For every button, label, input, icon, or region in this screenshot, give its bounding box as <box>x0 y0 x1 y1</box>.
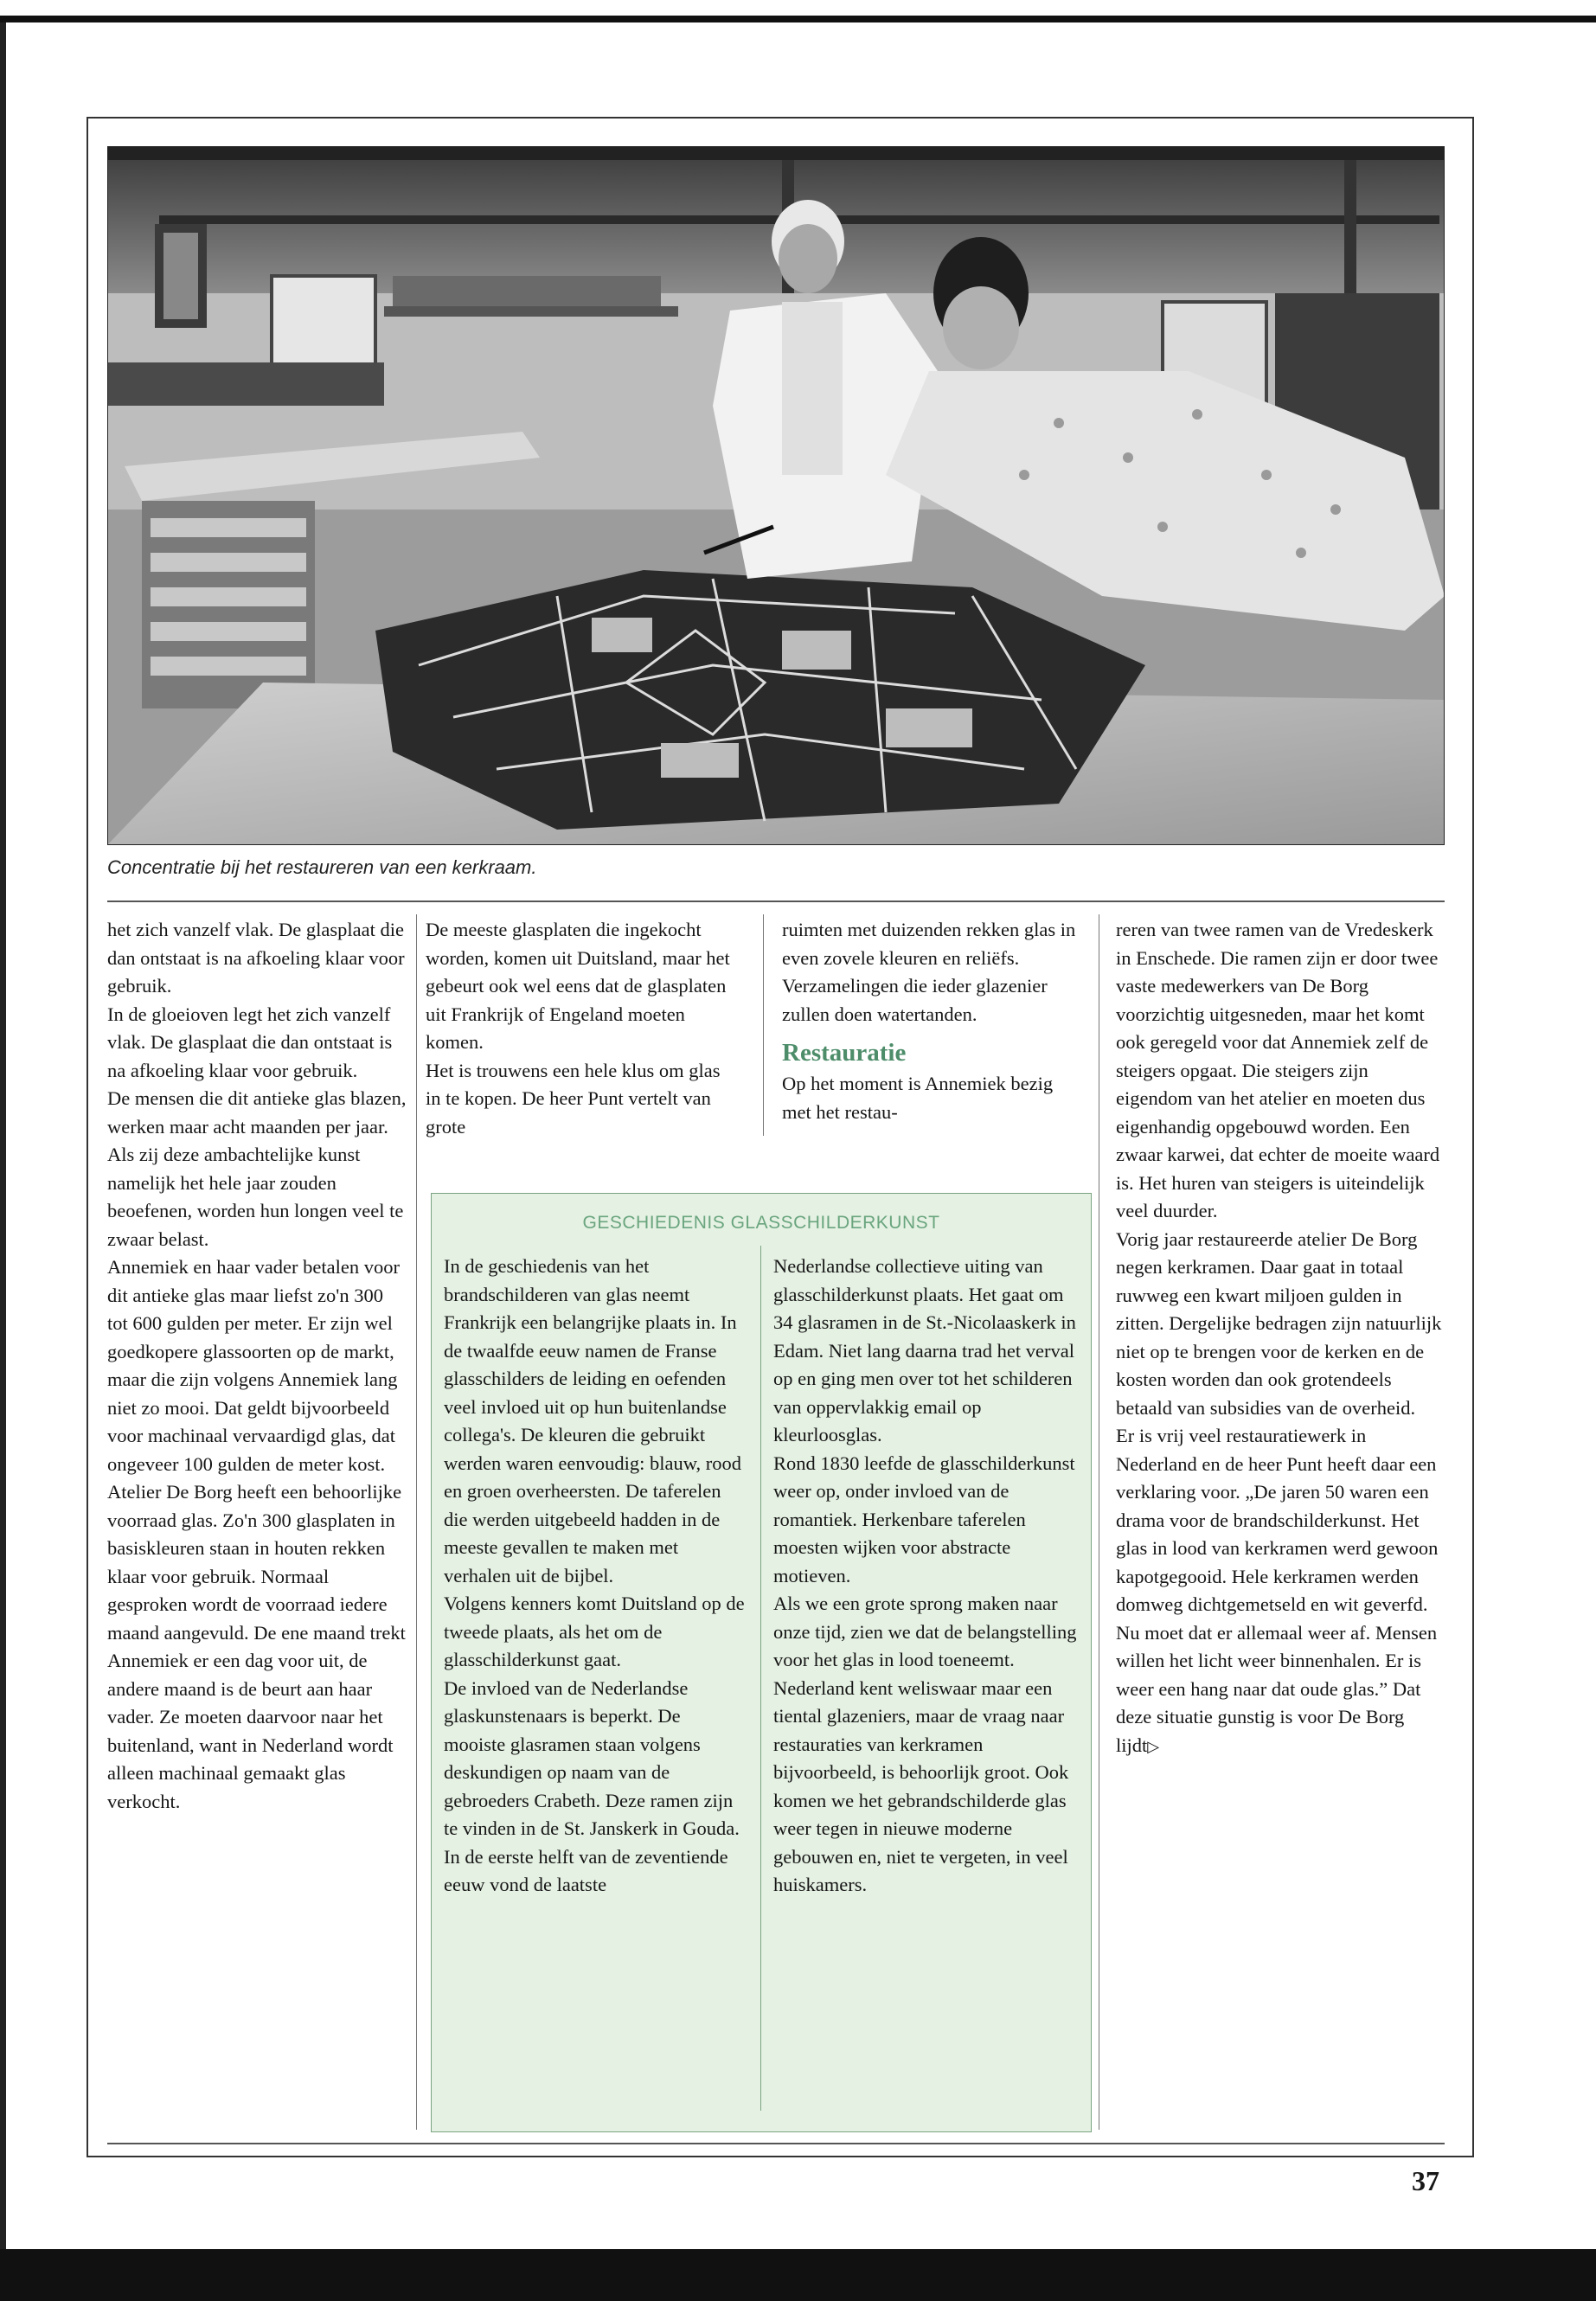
paragraph: De invloed van de Nederlandse glaskunstenaars is beperkt. De mooiste glasramen staan volgens deskundigen op naam van de gebroeders Crabeth. Deze ramen zijn te vinden in de St. Janskerk in Gouda. In de eerste helft van de zeventiende eeuw vond de laatste <box>444 1676 740 1895</box>
article-column-2 <box>426 916 735 1141</box>
paragraph: Op het moment is Annemiek bezig met het restau- <box>782 1073 1054 1123</box>
paragraph <box>1116 1422 1443 1760</box>
sidebar-column-1 <box>444 1253 745 1900</box>
page-number: 37 <box>1412 2165 1439 2196</box>
paragraph: Atelier De Borg heeft een behoorlijke voorraad glas. Zo'n 300 glasplaten in basiskleuren staan in houten rekken klaar voor gebruik. Normaal gesproken wordt de voorraad iedere maand aangevuld. De ene maand trekt Annemiek er een dag voor uit, de andere maand is de beurt aan haar vader. Ze moeten daarvoor naar het buitenland, want in Nederland wordt alleen machinaal gemaakt glas verkocht. <box>107 1481 406 1812</box>
section-heading: Restauratie <box>782 1039 907 1067</box>
article-column-1 <box>107 916 408 1816</box>
paragraph: In de geschiedenis van het brandschilderen van glas neemt Frankrijk een belangrijke plaats in. In de twaalfde eeuw namen de Franse glasschilders de leiding en oefenden veel invloed uit op hun buitenlandse collega's. De kleuren die gebruikt werden waren eenvoudig: blauw, rood en groen overheersten. De taferelen die werden uitgebeeld hadden in de meeste gevallen te maken met verhalen uit de bijbel. <box>444 1255 742 1586</box>
continue-arrow-icon: ▷ <box>1147 1737 1160 1755</box>
article-column-4 <box>1116 916 1443 1760</box>
paragraph: reren van twee ramen van de Vredeskerk in Enschede. Die ramen zijn er door twee vaste medewerkers van De Borg voorzichtig uitgesneden, maar het komt ook geregeld voor dat Annemiek zelf de steigers opgaat. Die steigers zijn eigendom van het atelier en moeten dus eigenhandig opgebouwd worden. Een zwaar karwei, dat echter de moeite waard is. Het huren van steigers is uiteindelijk veel duurder. <box>1116 919 1440 1221</box>
paragraph: Nederlandse collectieve uiting van glasschilderkunst plaats. Het gaat om 34 glasramen in de St.-Nicolaaskerk in Edam. Niet lang daarna trad het verval op en ging men over tot het schilderen van oppervlakkig email op kleurloosglas. <box>773 1255 1076 1445</box>
left-border <box>0 22 6 2263</box>
paragraph: Annemiek en haar vader betalen voor dit antieke glas maar liefst zo'n 300 tot 600 gulden per meter. Er zijn wel goedkopere glassoorten op de markt, maar die zijn volgens Annemiek lang niet zo mooi. Dat geldt bijvoorbeeld voor machinaal vervaardigd glas, dat ongeveer 100 gulden de meter kost. <box>107 1256 400 1475</box>
workshop-photo <box>107 146 1445 845</box>
paragraph: Als we een grote sprong maken naar onze tijd, zien we dat de belangstelling voor het glas in lood toeneemt. Nederland kent weliswaar maar een tiental glazeniers, maar de vraag naar restauraties van kerkramen bijvoorbeeld, is behoorlijk groot. Ook komen we het gebrandschilderde glas weer tegen in nieuwe moderne gebouwen en, niet te vergeten, in veel huiskamers. <box>773 1593 1077 1895</box>
divider <box>107 901 1445 902</box>
sidebar-box <box>431 1193 1092 2132</box>
column-rule <box>763 914 764 1136</box>
paragraph: Volgens kenners komt Duitsland op de tweede plaats, als het om de glasschilderkunst gaat. <box>444 1593 745 1670</box>
article-column-3 <box>782 916 1086 1126</box>
bottom-border <box>0 2249 1596 2301</box>
paragraph: De meeste glasplaten die ingekocht worden, komen uit Duitsland, maar het gebeurt ook wel eens dat de glasplaten uit Frankrijk of Engeland moeten komen. <box>426 919 730 1053</box>
paragraph: Rond 1830 leefde de glasschilderkunst weer op, onder invloed van de romantiek. Herkenbare taferelen moesten wijken voor abstracte motieven. <box>773 1452 1075 1586</box>
photo-caption: Concentratie bij het restaureren van een kerkraam. <box>107 856 537 878</box>
paragraph: In de gloeioven legt het zich vanzelf vlak. De glasplaat die dan ontstaat is na afkoeling klaar voor gebruik. <box>107 1003 393 1081</box>
magazine-page <box>87 117 1474 2196</box>
paragraph: Vorig jaar restaureerde atelier De Borg negen kerkramen. Daar gaat in totaal ruwweg een kwart miljoen gulden in zitten. Dergelijke bedragen zijn natuurlijk niet op te brengen voor de kerken en de kosten worden dan ook grotendeels betaald van subsidies van de overheid. <box>1116 1227 1442 1419</box>
paragraph: Het is trouwens een hele klus om glas in te kopen. De heer Punt vertelt van grote <box>426 1059 721 1138</box>
paragraph: het zich vanzelf vlak. De glasplaat die dan ontstaat is na afkoeling klaar voor gebruik. <box>107 919 405 997</box>
sidebar-title: GESCHIEDENIS GLASSCHILDERKUNST <box>582 1213 940 1233</box>
paragraph: ruimten met duizenden rekken glas in even zovele kleuren en reliëfs. Verzamelingen die ieder glazenier zullen doen watertanden. <box>782 919 1076 1025</box>
sidebar-column-2 <box>773 1253 1078 1900</box>
column-rule <box>760 1246 761 2111</box>
divider <box>107 2143 1445 2144</box>
paragraph-text: Er is vrij veel restauratiewerk in Nederland en de heer Punt heeft daar een verklaring voor. „De jaren 50 waren een drama voor de brandschilderkunst. Het glas in lood van kerkramen werd gewoon kapotgegooid. Hele kerkramen werden domweg dichtgemetseld en wit geverfd. Nu moet dat er allemaal weer af. Mensen willen het licht weer binnenhalen. Er is weer een hang naar dat oude glas.” Dat deze situatie gunstig is voor De Borg lijdt <box>1116 1425 1439 1756</box>
column-rule <box>416 914 417 2130</box>
top-border <box>0 16 1596 22</box>
paragraph: De mensen die dit antieke glas blazen, werken maar acht maanden per jaar. Als zij deze ambachtelijke kunst namelijk het hele jaar zouden beoefenen, worden hun longen veel te zwaar belast. <box>107 1087 407 1250</box>
